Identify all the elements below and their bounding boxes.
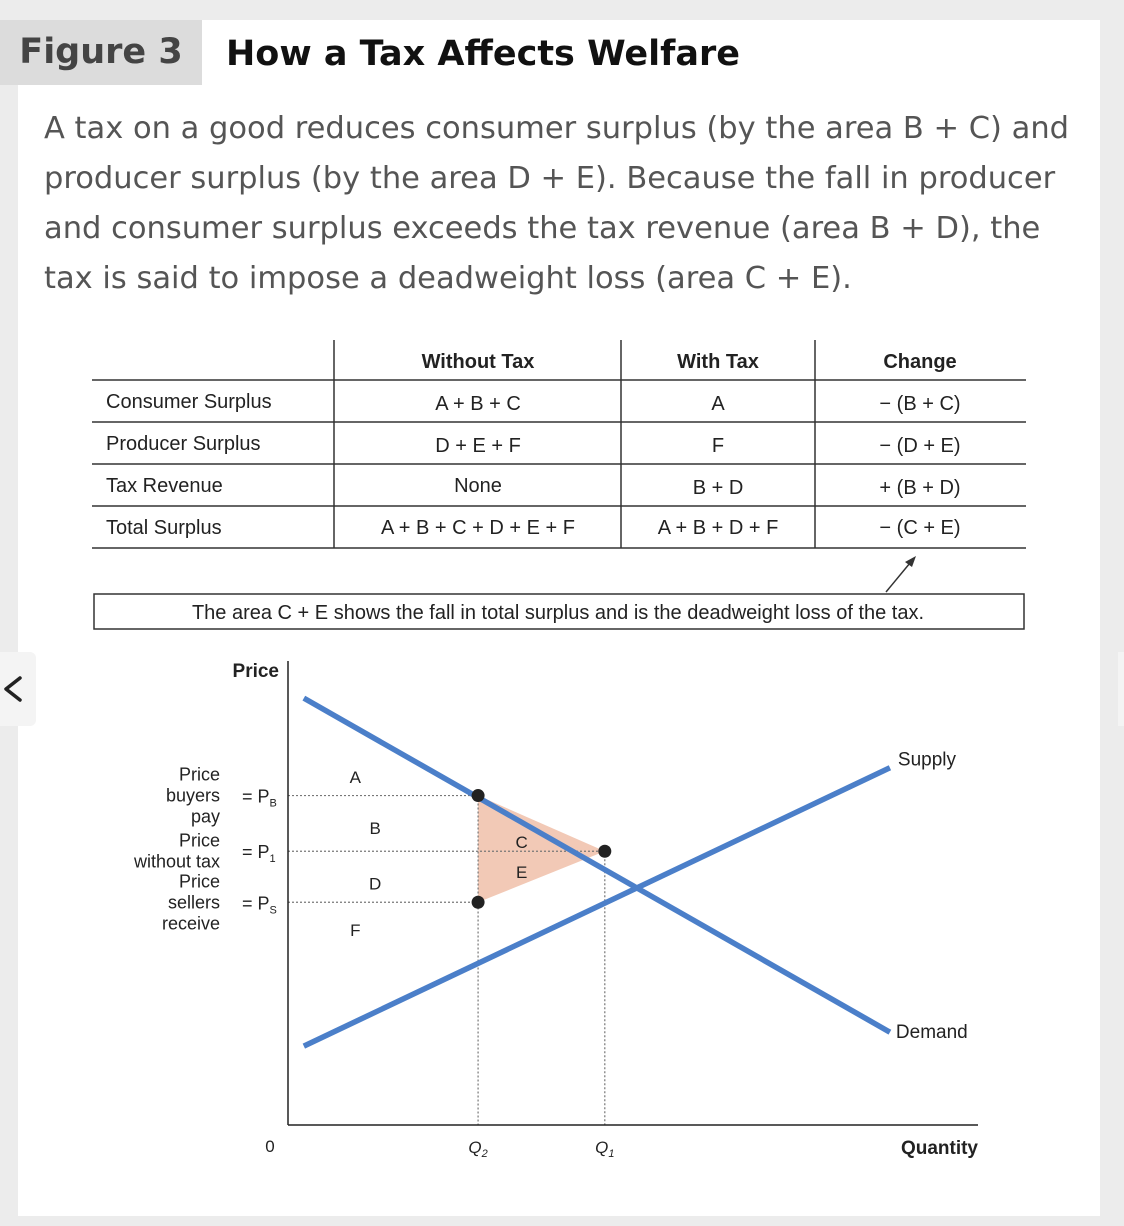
price-description-line: receive — [161, 913, 220, 934]
row-label: Producer Surplus — [106, 433, 261, 455]
demand-curve — [304, 698, 890, 1032]
quantity-subscript: 2 — [481, 1148, 488, 1160]
cell-change: + (B + D) — [879, 477, 961, 499]
row-label: Consumer Surplus — [106, 391, 272, 413]
supply-curve-label: Supply — [897, 749, 957, 771]
price-symbol-pb: = $P_B$ — [242, 786, 277, 810]
cell-change: − (D + E) — [879, 435, 961, 457]
note-arrow — [886, 563, 910, 592]
price-description-line: Price — [178, 764, 220, 785]
price-level-labels — [133, 765, 277, 934]
figure-title: How a Tax Affects Welfare — [226, 34, 741, 74]
quantity-markers — [468, 1138, 614, 1160]
cell-with-tax: F — [711, 435, 725, 457]
area-label-a: A — [349, 768, 361, 787]
cell-without-tax: A + B + C + D + E + F — [381, 517, 575, 539]
price-symbol-ps: = $P_S$ — [242, 893, 277, 917]
column-header-without-tax: Without Tax — [421, 351, 535, 373]
tax-welfare-chart — [133, 661, 978, 1160]
cell-change: − (B + C) — [879, 393, 961, 415]
sellers-price-point — [472, 896, 485, 909]
origin-label: 0 — [265, 1137, 275, 1156]
price-description-line: pay — [190, 806, 220, 827]
demand-curve-label: Demand — [895, 1022, 968, 1044]
price-description-line: Price — [178, 871, 220, 892]
equilibrium-point — [598, 845, 611, 858]
note-arrowhead — [905, 556, 916, 567]
price-description-line: sellers — [167, 892, 220, 913]
column-header-change: Change — [883, 351, 957, 373]
area-label-d: D — [368, 874, 382, 894]
price-description-line: without tax — [133, 851, 220, 872]
price-subscript: S — [269, 904, 277, 917]
figure-caption: A tax on a good reduces consumer surplus (by the area B + C) and producer surplus (by the area D + E). Because the fall in producer and consumer surplus exceeds the tax revenue (area B + D), the tax is said to impose a deadweight loss (area C + E). — [44, 111, 1070, 296]
area-label-c: C — [515, 832, 528, 852]
price-description-line: Price — [178, 830, 220, 851]
quantity-label-q1: $Q_1$ — [595, 1138, 615, 1160]
price-symbol-p1: = $P_1$ — [242, 842, 276, 866]
row-label: Tax Revenue — [106, 475, 223, 497]
welfare-table — [92, 340, 1026, 629]
deadweight-loss-area — [478, 796, 605, 903]
area-label-e: E — [515, 863, 528, 883]
cell-with-tax: B + D — [692, 477, 744, 499]
column-header-with-tax: With Tax — [677, 351, 759, 373]
price-subscript: 1 — [269, 853, 276, 866]
quantity-label-q2: $Q_2$ — [468, 1138, 488, 1160]
price-description-line: buyers — [165, 785, 220, 806]
cell-with-tax: A — [711, 393, 725, 415]
figure-label: Figure 3 — [0, 20, 202, 85]
cell-with-tax: A + B + D + F — [657, 517, 779, 539]
y-axis-label: Price — [232, 661, 279, 682]
deadweight-note: The area C + E shows the fall in total surplus and is the deadweight loss of the tax. — [191, 602, 925, 624]
quantity-subscript: 1 — [608, 1148, 615, 1160]
price-subscript: B — [269, 797, 277, 810]
cell-without-tax: None — [454, 475, 502, 497]
area-label-f: F — [350, 921, 361, 941]
x-axis-label: Quantity — [900, 1138, 978, 1159]
area-label-b: B — [369, 819, 381, 839]
cell-without-tax: D + E + F — [435, 435, 521, 457]
curves — [304, 698, 890, 1046]
row-label: Total Surplus — [106, 517, 222, 539]
supply-curve — [304, 768, 890, 1046]
cell-change: − (C + E) — [879, 517, 961, 539]
cell-without-tax: A + B + C — [435, 393, 521, 415]
buyers-price-point — [472, 789, 485, 802]
